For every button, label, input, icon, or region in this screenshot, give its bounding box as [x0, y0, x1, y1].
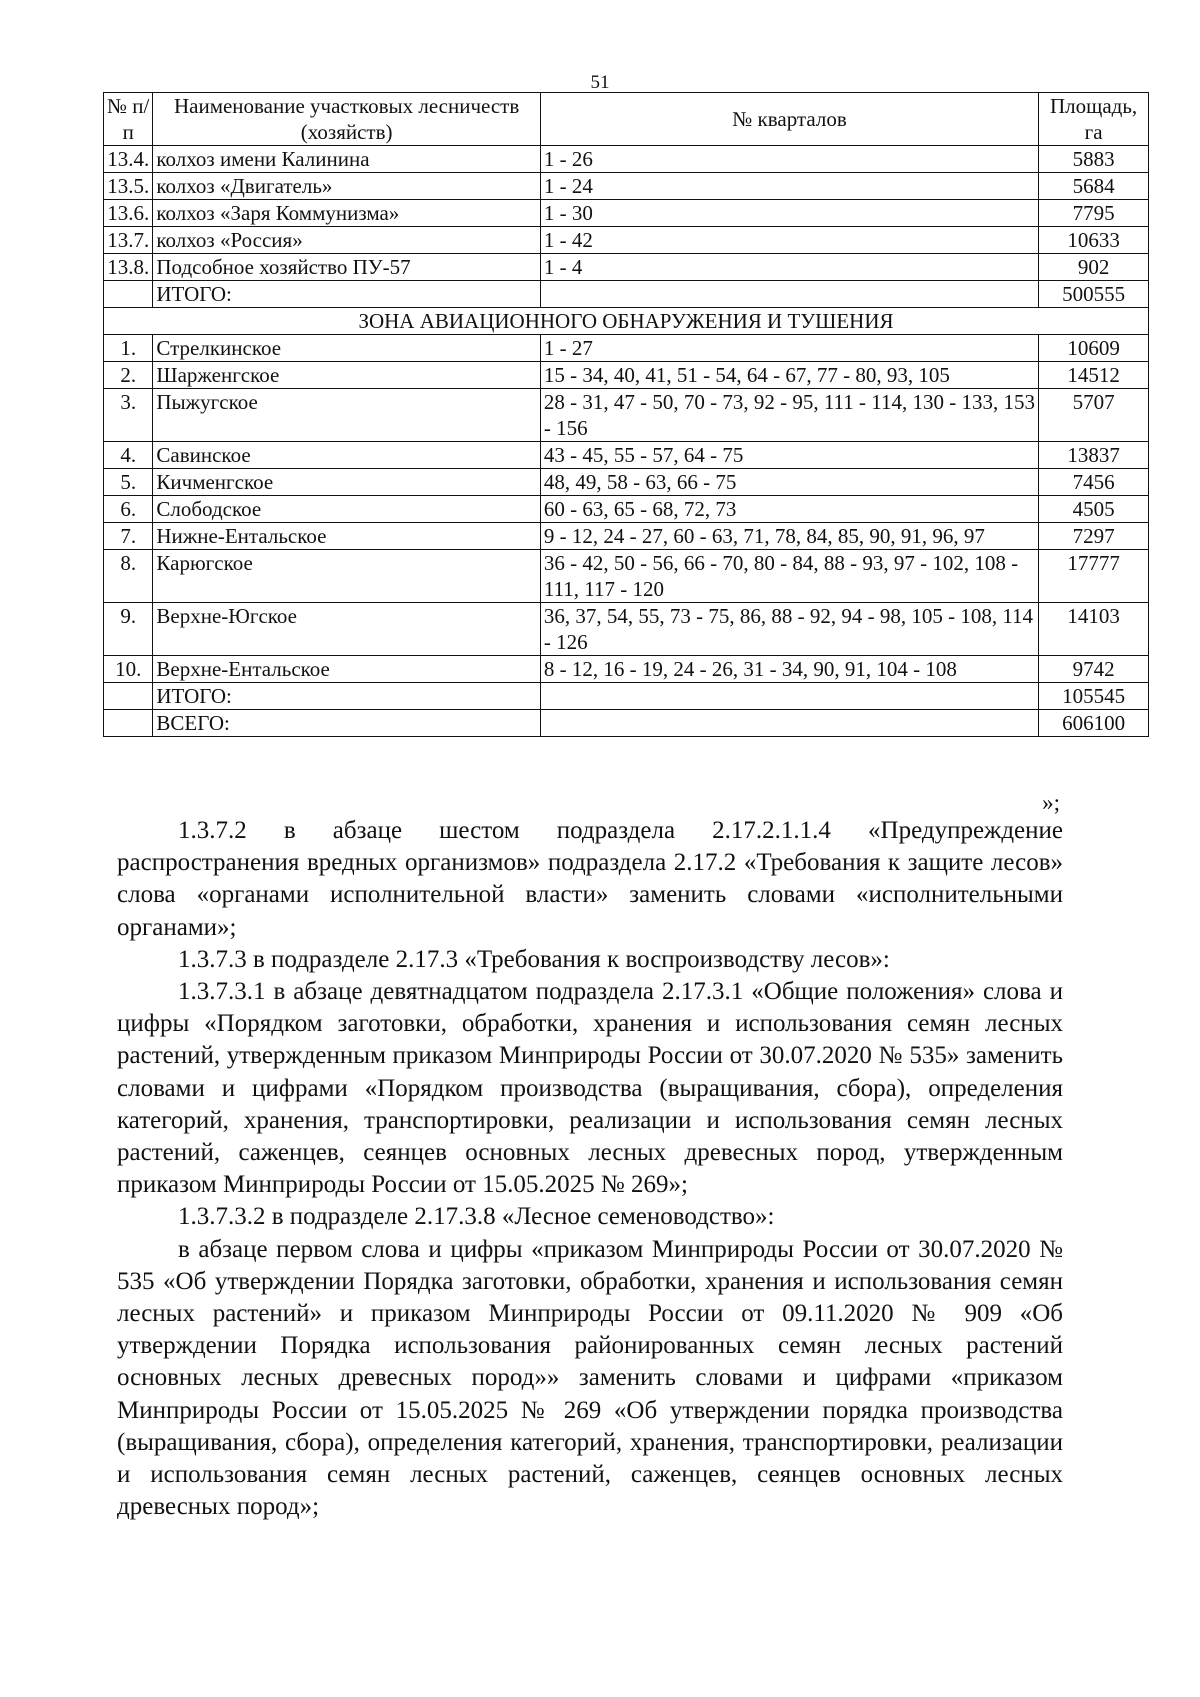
row-quarters: 28 - 31, 47 - 50, 70 - 73, 92 - 95, 111 - 114, 130 - 133, 153 - 156: [540, 389, 1038, 442]
row-name: Кичменгское: [153, 469, 540, 496]
row-quarters: 1 - 24: [540, 173, 1038, 200]
subtotal-area: 105545: [1039, 683, 1149, 710]
table-row: [104, 254, 1149, 281]
row-area: 4505: [1039, 496, 1149, 523]
table-row: [104, 496, 1149, 523]
subtotal-label: ИТОГО:: [153, 683, 540, 710]
row-num: 1.: [104, 335, 153, 362]
row-area: 7795: [1039, 200, 1149, 227]
subtotal-area: 500555: [1039, 281, 1149, 308]
table-row: [104, 362, 1149, 389]
row-name: Пыжугское: [153, 389, 540, 442]
row-name: колхоз имени Калинина: [153, 146, 540, 173]
closing-quote: »;: [1042, 790, 1060, 815]
row-area: 7297: [1039, 523, 1149, 550]
row-name: Карюгское: [153, 550, 540, 603]
forestry-quarters-table: [103, 92, 1149, 737]
row-name: Верхне-Ентальское: [153, 656, 540, 683]
row-name: колхоз «Заря Коммунизма»: [153, 200, 540, 227]
row-num: 13.6.: [104, 200, 153, 227]
row-num: 4.: [104, 442, 153, 469]
table-row: [104, 335, 1149, 362]
table-row: [104, 389, 1149, 442]
row-area: 14103: [1039, 603, 1149, 656]
grand-total-label: ВСЕГО:: [153, 710, 540, 737]
row-area: 5684: [1039, 173, 1149, 200]
row-quarters: 48, 49, 58 - 63, 66 - 75: [540, 469, 1038, 496]
row-quarters: 1 - 4: [540, 254, 1038, 281]
table-row: [104, 523, 1149, 550]
row-name: колхоз «Россия»: [153, 227, 540, 254]
paragraph: 1.3.7.2 в абзаце шестом подраздела 2.17.2.1.1.4 «Предупреждение распространения вредных организмов» подраздела 2.17.2 «Требования к защите лесов» слова «органами исполнительной власти» заменить словами «исполнительными органами»;: [117, 817, 1063, 941]
grand-total-area: 606100: [1039, 710, 1149, 737]
table-row: [104, 146, 1149, 173]
row-area: 10609: [1039, 335, 1149, 362]
row-quarters: 60 - 63, 65 - 68, 72, 73: [540, 496, 1038, 523]
row-num: 13.5.: [104, 173, 153, 200]
row-num: 13.4.: [104, 146, 153, 173]
row-area: 13837: [1039, 442, 1149, 469]
row-quarters: 36 - 42, 50 - 56, 66 - 70, 80 - 84, 88 - 93, 97 - 102, 108 - 111, 117 - 120: [540, 550, 1038, 603]
header-area: Площадь, га: [1039, 93, 1149, 146]
row-quarters: 1 - 30: [540, 200, 1038, 227]
row-name: Нижне-Ентальское: [153, 523, 540, 550]
table-row: [104, 200, 1149, 227]
table-row: [104, 656, 1149, 683]
row-name: Подсобное хозяйство ПУ-57: [153, 254, 540, 281]
table-row: [104, 550, 1149, 603]
row-num: 10.: [104, 656, 153, 683]
row-num: 3.: [104, 389, 153, 442]
row-name: Савинское: [153, 442, 540, 469]
header-quarters: № кварталов: [540, 93, 1038, 146]
row-area: 14512: [1039, 362, 1149, 389]
row-num: 6.: [104, 496, 153, 523]
row-area: 902: [1039, 254, 1149, 281]
table-row: [104, 442, 1149, 469]
row-quarters: 1 - 27: [540, 335, 1038, 362]
subtotal-row: [104, 683, 1149, 710]
row-name: Слободское: [153, 496, 540, 523]
paragraph: 1.3.7.3.2 в подразделе 2.17.3.8 «Лесное семеноводство»:: [178, 1203, 775, 1231]
page-number: 51: [590, 72, 610, 93]
header-num: № п/п: [104, 93, 153, 146]
row-name: Верхне-Югское: [153, 603, 540, 656]
subtotal-row: [104, 281, 1149, 308]
row-quarters: 1 - 26: [540, 146, 1038, 173]
table-row: [104, 469, 1149, 496]
section-row: [104, 308, 1149, 335]
paragraph: 1.3.7.3.1 в абзаце девятнадцатом подраздела 2.17.3.1 «Общие положения» слова и цифры «Порядком заготовки, обработки, хранения и использования семян лесных растений, утвержденным приказом Минприроды России от 30.07.2020 № 535» заменить словами и цифрами «Порядком производства (выращивания, сбора), определения категорий, хранения, транспортировки, реализации и использования семян лесных растений, саженцев, сеянцев основных лесных древесных пород, утвержденным приказом Минприроды России от 15.05.2025 № 269»;: [117, 978, 1063, 1199]
paragraph: в абзаце первом слова и цифры «приказом Минприроды России от 30.07.2020 № 535 «Об утверждении Порядка заготовки, обработки, хранения и использования семян лесных растений» и приказом Минприроды России от 09.11.2020 № 909 «Об утверждении Порядка использования районированных семян лесных растений основных лесных древесных пород»» заменить словами и цифрами «приказом Минприроды России от 15.05.2025 № 269 «Об утверждении порядка производства (выращивания, сбора), определения категорий, хранения, транспортировки, реализации и использования семян лесных растений, саженцев, сеянцев основных лесных древесных пород»;: [117, 1235, 1063, 1521]
row-num: 13.8.: [104, 254, 153, 281]
row-area: 17777: [1039, 550, 1149, 603]
row-num: 8.: [104, 550, 153, 603]
row-area: 10633: [1039, 227, 1149, 254]
row-quarters: 15 - 34, 40, 41, 51 - 54, 64 - 67, 77 - 80, 93, 105: [540, 362, 1038, 389]
row-quarters: 1 - 42: [540, 227, 1038, 254]
row-name: Стрелкинское: [153, 335, 540, 362]
section-title: ЗОНА АВИАЦИОННОГО ОБНАРУЖЕНИЯ И ТУШЕНИЯ: [104, 308, 1149, 335]
row-num: 7.: [104, 523, 153, 550]
header-name: Наименование участковых лесничеств (хозяйств): [153, 93, 540, 146]
row-quarters: 8 - 12, 16 - 19, 24 - 26, 31 - 34, 90, 91, 104 - 108: [540, 656, 1038, 683]
row-name: Шарженгское: [153, 362, 540, 389]
row-num: 2.: [104, 362, 153, 389]
row-area: 5707: [1039, 389, 1149, 442]
row-quarters: 43 - 45, 55 - 57, 64 - 75: [540, 442, 1038, 469]
table-row: [104, 603, 1149, 656]
grand-total-row: [104, 710, 1149, 737]
subtotal-label: ИТОГО:: [153, 281, 540, 308]
row-area: 9742: [1039, 656, 1149, 683]
row-num: 9.: [104, 603, 153, 656]
table-row: [104, 173, 1149, 200]
row-area: 7456: [1039, 469, 1149, 496]
row-name: колхоз «Двигатель»: [153, 173, 540, 200]
row-num: 13.7.: [104, 227, 153, 254]
table-header-row: [104, 93, 1149, 146]
row-area: 5883: [1039, 146, 1149, 173]
row-quarters: 9 - 12, 24 - 27, 60 - 63, 71, 78, 84, 85, 90, 91, 96, 97: [540, 523, 1038, 550]
row-num: 5.: [104, 469, 153, 496]
row-quarters: 36, 37, 54, 55, 73 - 75, 86, 88 - 92, 94 - 98, 105 - 108, 114 - 126: [540, 603, 1038, 656]
paragraph: 1.3.7.3 в подразделе 2.17.3 «Требования к воспроизводству лесов»:: [178, 945, 890, 973]
document-body: [117, 815, 1063, 1523]
table-row: [104, 227, 1149, 254]
